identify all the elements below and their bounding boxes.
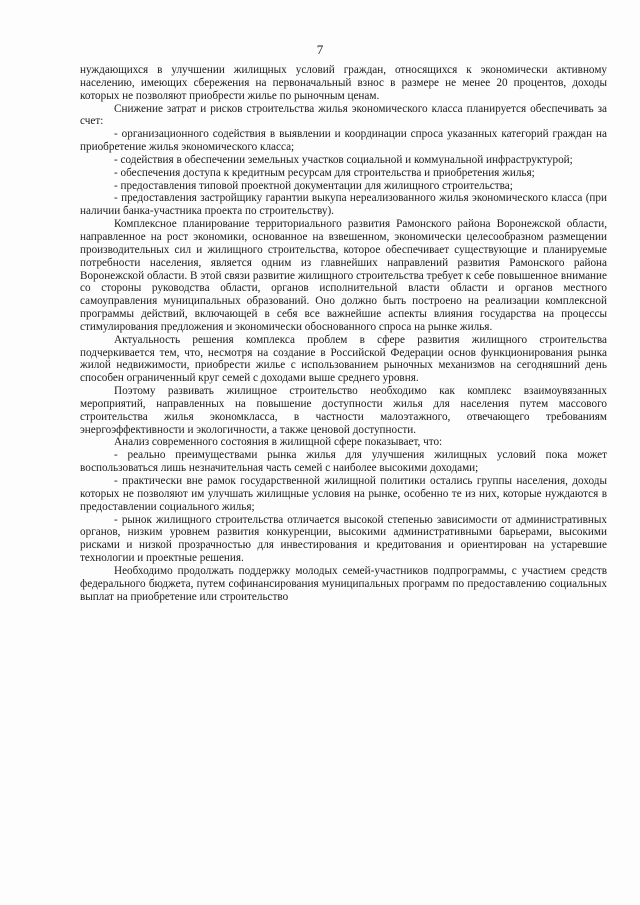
paragraph: Поэтому развивать жилищное строительство необходимо как комплекс взаимоувязанных мероприятий, направленных на повышение доступности жилья для населения путем массового строительства жилья экономкласса, в частности малоэтажного, отвечающего требованиям энергоэффективности и экологичности, а также ценовой доступности. <box>80 385 607 436</box>
paragraph: Комплексное планирование территориального развития Рамонского района Воронежской области, направленное на рост экономики, основанное на взвешенном, экономически целесообразном размещении производительных сил и жилищного строительства, которое обеспечивает существующие и планируемые потребности населения, является одним из главнейших направлений развития Рамонского района Воронежской области. В этой связи развитие жилищного строительства требует к себе повышенное внимание со стороны руководства области, органов исполнительной власти области и органов местного самоуправления муниципальных образований. Оно должно быть построено на реализации комплексной программы действий, включающей в себя все важнейшие аспекты влияния государства на процессы стимулирования предложения и экономически обоснованного спроса на рынке жилья. <box>80 218 607 333</box>
paragraph: Актуальность решения комплекса проблем в сфере развития жилищного строительства подчеркивается тем, что, несмотря на создание в Российской Федерации основ функционирования рынка жилой недвижимости, приобрести жилье с использованием рыночных механизмов на сегодняшний день способен ограниченный круг семей с доходами выше среднего уровня. <box>80 333 607 385</box>
paragraph: Анализ современного состояния в жилищной сфере показывает, что: <box>114 436 443 449</box>
paragraph: Необходимо продолжать поддержку молодых семей-участников подпрограммы, с участием средств федерального бюджета, путем софинансирования муниципальных программ по предоставлению социальных выплат на приобретение или строительство <box>80 564 607 603</box>
list-item: - рынок жилищного строительства отличается высокой степенью зависимости от административных органов, низким уровнем развития конкуренции, высокими административными барьерами, высокими рисками и низкой прозрачностью для инвестирования и кредитования и ориентирован на устаревшие технологии и проектные решения. <box>80 513 607 565</box>
list-item: - предоставления типовой проектной документации для жилищного строительства; <box>114 179 513 192</box>
list-item: - содействия в обеспечении земельных участков социальной и коммунальной инфраструктурой; <box>114 153 573 166</box>
paragraph: нуждающихся в улучшении жилищных условий граждан, относящихся к экономически активному населению, имеющих сбережения на первоначальный взнос в размере не менее 20 процентов, доходы которых не позволяют приобрести жилье по рыночным ценам. <box>80 64 607 102</box>
list-item: - предоставления застройщику гарантии выкупа нереализованного жилья экономического класса (при наличии банка-участника проекта по строительству). <box>80 192 607 218</box>
list-item: - реально преимуществами рынка жилья для улучшения жилищных условий пока может воспользоваться лишь незначительная часть семей с наиболее высокими доходами; <box>80 449 607 475</box>
document-body <box>80 64 607 603</box>
list-item: - практически вне рамок государственной жилищной политики остались группы населения, доходы которых не позволяют им улучшать жилищные условия на рынке, особенно те из них, которые нуждаются в предоставлении социального жилья; <box>80 475 607 513</box>
list-item: - обеспечения доступа к кредитным ресурсам для строительства и приобретения жилья; <box>114 166 535 179</box>
list-item: - организационного содействия в выявлении и координации спроса указанных категорий граждан на приобретение жилья экономического класса; <box>80 128 607 154</box>
paragraph: Снижение затрат и рисков строительства жилья экономического класса планируется обеспечивать за счет: <box>80 102 607 128</box>
page-number: 7 <box>316 42 324 57</box>
